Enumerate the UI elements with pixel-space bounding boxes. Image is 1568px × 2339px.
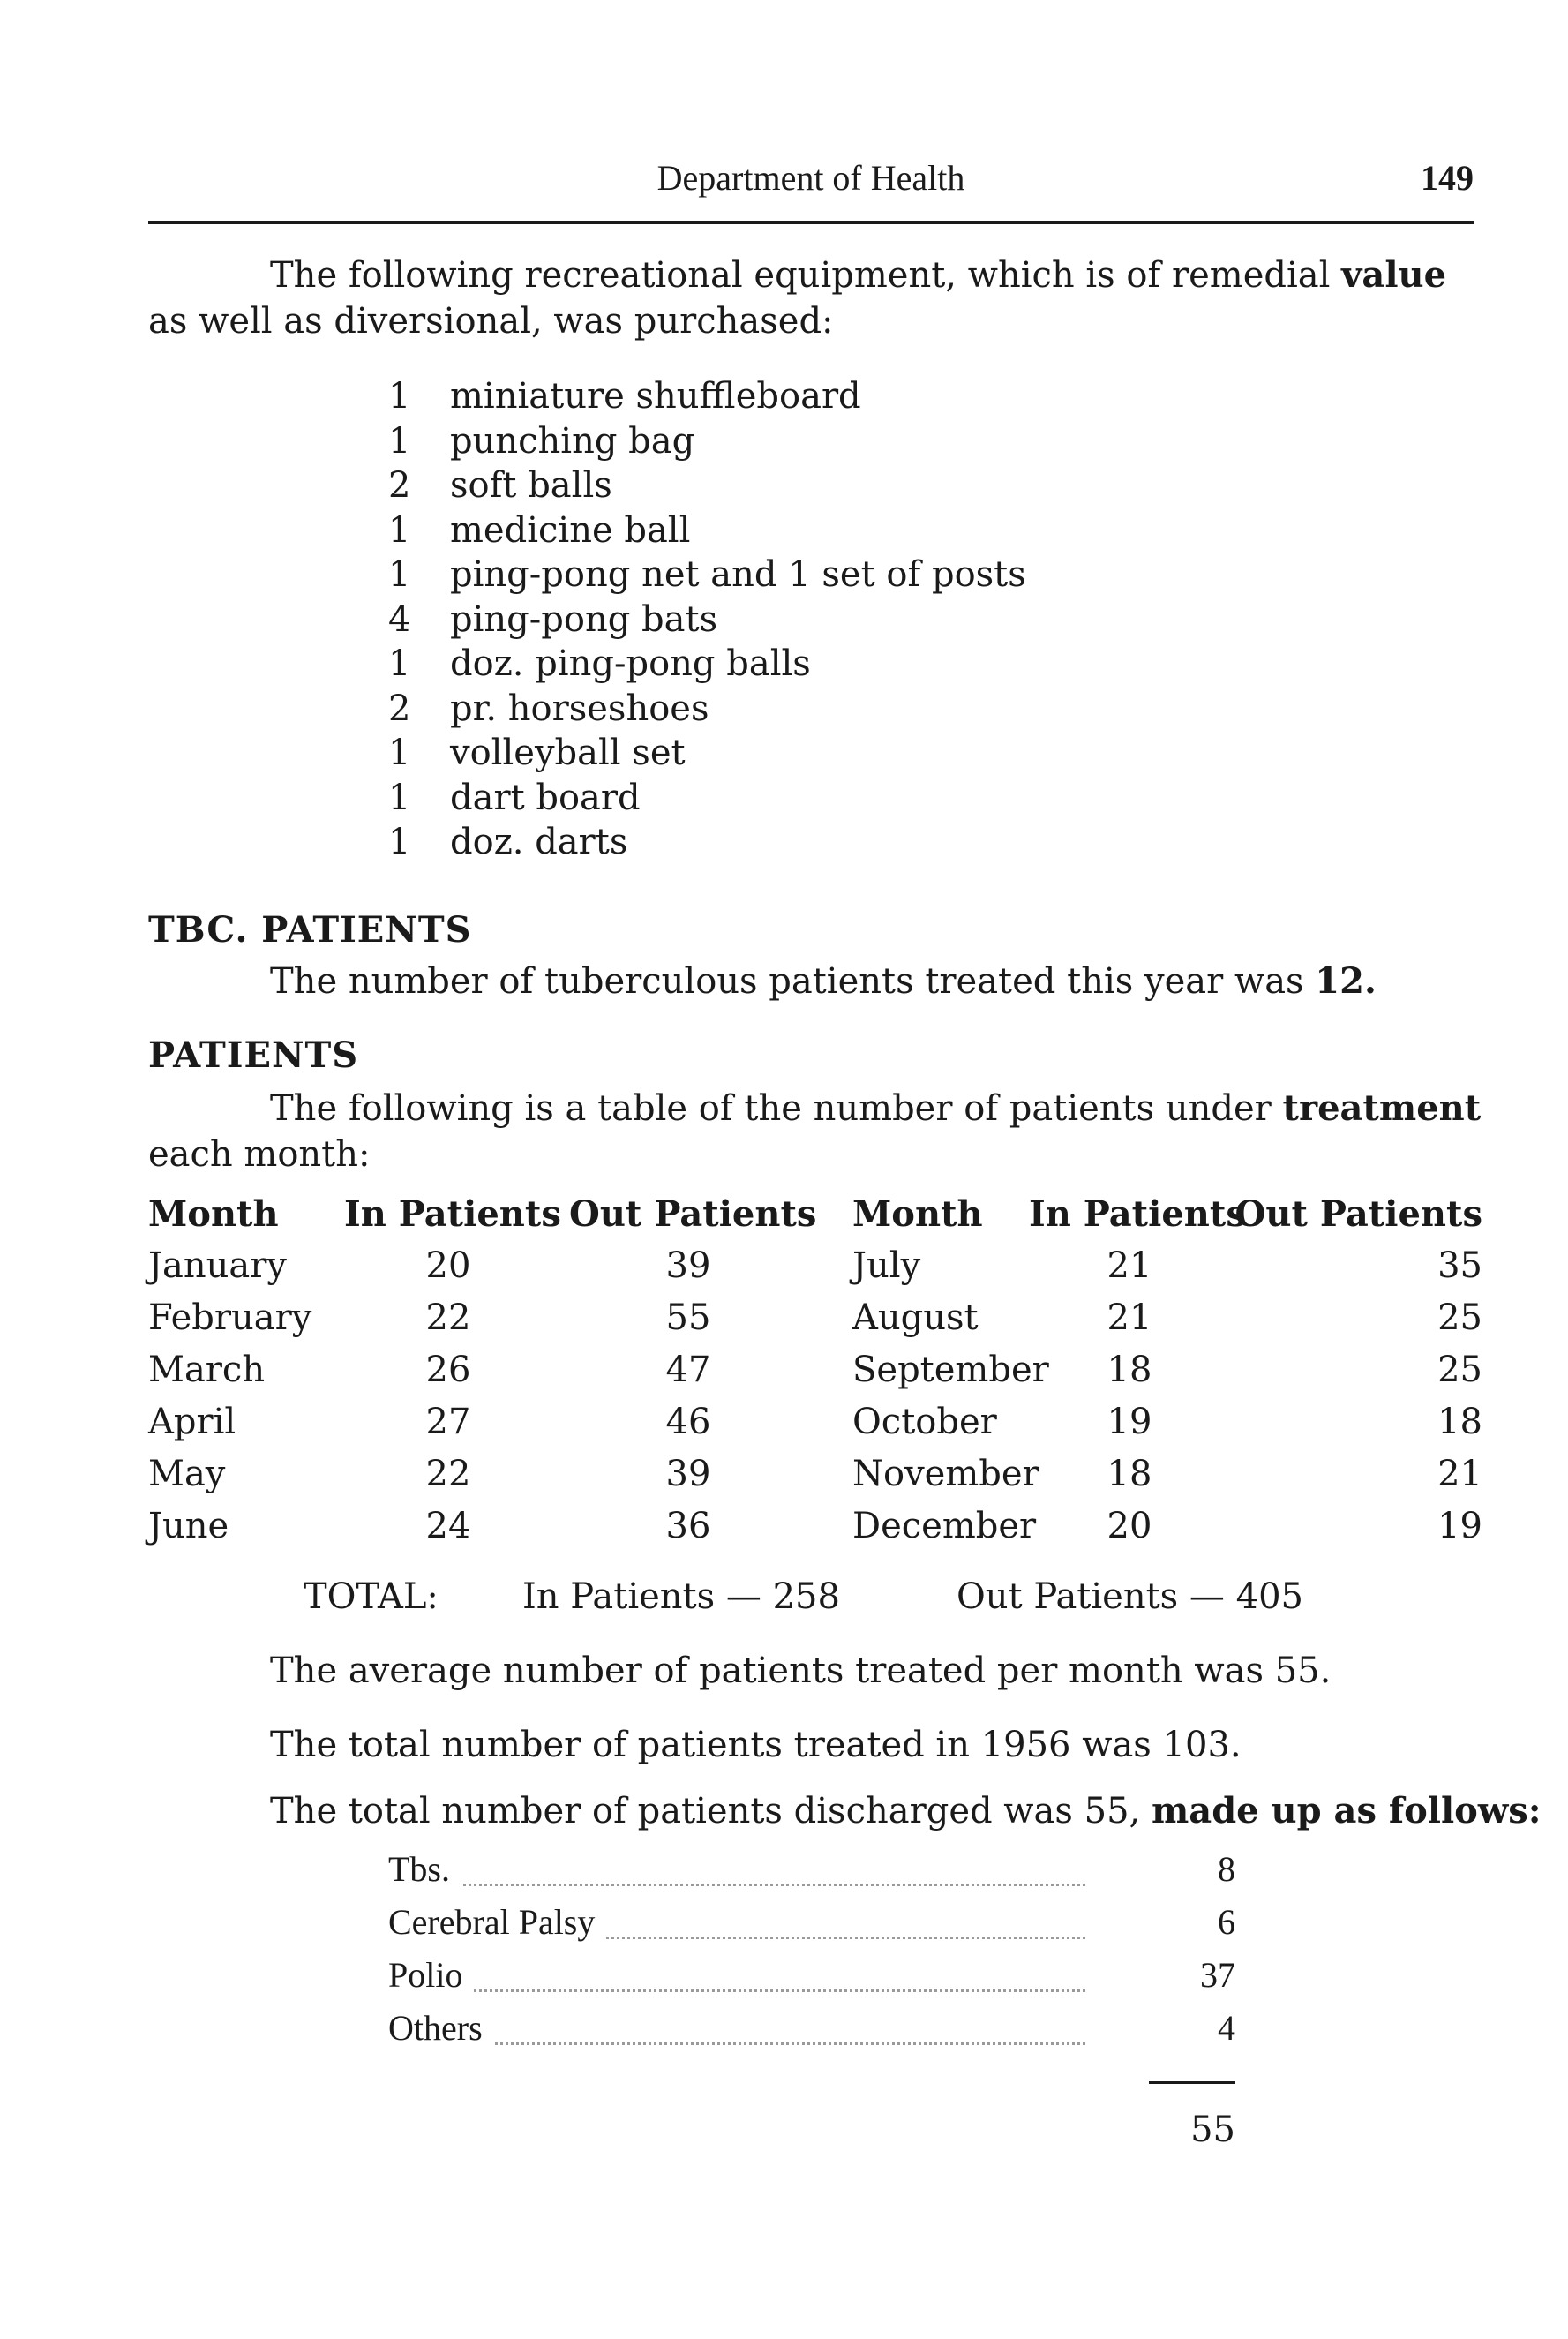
table-cell: 22	[425, 1454, 471, 1494]
table-cell: February	[148, 1297, 312, 1338]
discharged-breakdown	[388, 1848, 1235, 2060]
table-cell: 18	[1107, 1350, 1152, 1390]
table-cell: 18	[1437, 1402, 1482, 1442]
equipment-name: doz. ping-pong balls	[450, 643, 811, 684]
table-cell: October	[852, 1402, 997, 1442]
discharge-category: Others	[388, 2007, 493, 2049]
discharge-category: Cerebral Palsy	[388, 1901, 605, 1943]
equipment-item	[388, 731, 1026, 776]
table-cell: 36	[665, 1506, 711, 1546]
table-cell: 47	[665, 1350, 711, 1390]
column-header: Out Patients	[569, 1193, 817, 1235]
discharged-statement: The total number of patients discharged was 55, made up as follows:	[270, 1790, 1542, 1831]
equipment-qty: 4	[388, 598, 411, 640]
table-cell: March	[148, 1350, 266, 1390]
table-row	[148, 1402, 1482, 1454]
discharge-count: 6	[1218, 1902, 1235, 1942]
table-cell: 18	[1107, 1454, 1152, 1494]
table-cell: May	[148, 1454, 226, 1494]
equipment-name: volleyball set	[450, 733, 686, 773]
discharge-category: Tbs.	[388, 1848, 461, 1890]
equipment-qty: 1	[388, 554, 411, 595]
discharge-count: 8	[1218, 1849, 1235, 1889]
equipment-item	[388, 642, 1026, 687]
equipment-item	[388, 553, 1026, 598]
equipment-name: punching bag	[450, 420, 695, 462]
column-header: In Patients	[344, 1193, 561, 1235]
equipment-qty: 1	[388, 643, 411, 684]
table-cell: 20	[425, 1245, 471, 1286]
header-rule	[148, 221, 1474, 224]
total-treated-statement: The total number of patients treated in 1956 was 103.	[270, 1725, 1242, 1765]
page-header	[148, 157, 1474, 203]
table-cell: 25	[1437, 1297, 1482, 1338]
table-cell: 39	[665, 1245, 711, 1286]
intro-line-1: The following recreational equipment, which is of remedial value	[270, 254, 1447, 296]
equipment-name: dart board	[450, 777, 641, 818]
dot-leader	[388, 1989, 1085, 1992]
equipment-list	[388, 374, 1026, 865]
equipment-qty: 2	[388, 465, 411, 506]
table-cell: 39	[665, 1454, 711, 1494]
equipment-item	[388, 776, 1026, 821]
equipment-name: medicine ball	[450, 509, 691, 551]
patients-table	[148, 1193, 1482, 1558]
equipment-qty: 1	[388, 822, 411, 862]
intro-line-2: as well as diversional, was purchased:	[148, 301, 834, 342]
dot-leader	[388, 1884, 1085, 1886]
equipment-item	[388, 419, 1026, 464]
table-cell: 19	[1437, 1506, 1482, 1546]
average-statement: The average number of patients treated per month was 55.	[270, 1651, 1332, 1691]
tbc-heading: TBC. PATIENTS	[148, 909, 472, 951]
table-cell: September	[852, 1350, 1049, 1390]
discharge-row	[388, 1901, 1235, 1954]
table-cell: 25	[1437, 1350, 1482, 1390]
column-header: Out Patients	[1234, 1193, 1482, 1235]
equipment-item	[388, 374, 1026, 419]
discharge-category: Polio	[388, 1954, 473, 1996]
equipment-qty: 1	[388, 420, 411, 462]
table-cell: August	[852, 1297, 979, 1338]
patients-intro-line-2: each month:	[148, 1134, 371, 1175]
equipment-qty: 1	[388, 733, 411, 773]
total-out-patients: Out Patients — 405	[957, 1576, 1303, 1617]
table-cell: January	[148, 1245, 287, 1286]
table-cell: 24	[425, 1506, 471, 1546]
equipment-item	[388, 820, 1026, 865]
discharge-count: 4	[1218, 2008, 1235, 2048]
table-cell: 46	[665, 1402, 711, 1442]
table-cell: 19	[1107, 1402, 1152, 1442]
table-row	[148, 1297, 1482, 1350]
equipment-qty: 1	[388, 509, 411, 551]
equipment-name: ping-pong net and 1 set of posts	[450, 554, 1026, 595]
equipment-name: miniature shuffleboard	[450, 376, 861, 417]
table-row	[148, 1506, 1482, 1558]
discharge-row	[388, 2007, 1235, 2060]
table-cell: 55	[665, 1297, 711, 1338]
table-cell: 35	[1437, 1245, 1482, 1286]
table-cell: 27	[425, 1402, 471, 1442]
equipment-qty: 1	[388, 777, 411, 818]
page-number: 149	[1421, 158, 1474, 198]
table-row	[148, 1245, 1482, 1297]
total-in-patients: In Patients — 258	[522, 1576, 840, 1617]
column-header: In Patients	[1029, 1193, 1246, 1235]
running-title: Department of Health	[656, 158, 965, 198]
tbc-text: The number of tuberculous patients treated this year was 12.	[270, 960, 1377, 1002]
total-label: TOTAL:	[304, 1576, 439, 1617]
table-cell: 26	[425, 1350, 471, 1390]
patients-intro-line-1: The following is a table of the number of patients under treatment	[270, 1087, 1482, 1129]
equipment-item	[388, 508, 1026, 553]
sum-rule	[1149, 2081, 1235, 2084]
equipment-name: soft balls	[450, 465, 612, 506]
equipment-name: pr. horseshoes	[450, 688, 709, 729]
table-header-row	[148, 1193, 1482, 1245]
table-cell: 21	[1107, 1297, 1152, 1338]
table-cell: 21	[1107, 1245, 1152, 1286]
equipment-name: doz. darts	[450, 822, 628, 862]
table-cell: 22	[425, 1297, 471, 1338]
equipment-name: ping-pong bats	[450, 598, 718, 640]
table-cell: July	[852, 1245, 921, 1286]
table-row	[148, 1454, 1482, 1506]
column-header: Month	[852, 1193, 983, 1235]
patients-heading: PATIENTS	[148, 1034, 359, 1076]
table-cell: 20	[1107, 1506, 1152, 1546]
discharged-total: 55	[1190, 2110, 1235, 2150]
equipment-qty: 1	[388, 376, 411, 417]
equipment-item	[388, 598, 1026, 643]
table-cell: December	[852, 1506, 1037, 1546]
discharge-count: 37	[1200, 1955, 1235, 1995]
table-cell: 21	[1437, 1454, 1482, 1494]
column-header: Month	[148, 1193, 279, 1235]
discharge-row	[388, 1954, 1235, 2007]
discharge-row	[388, 1848, 1235, 1901]
table-cell: June	[148, 1506, 229, 1546]
equipment-item	[388, 687, 1026, 732]
table-cell: November	[852, 1454, 1039, 1494]
table-cell: April	[148, 1402, 236, 1442]
equipment-item	[388, 463, 1026, 508]
equipment-qty: 2	[388, 688, 411, 729]
table-row	[148, 1350, 1482, 1402]
